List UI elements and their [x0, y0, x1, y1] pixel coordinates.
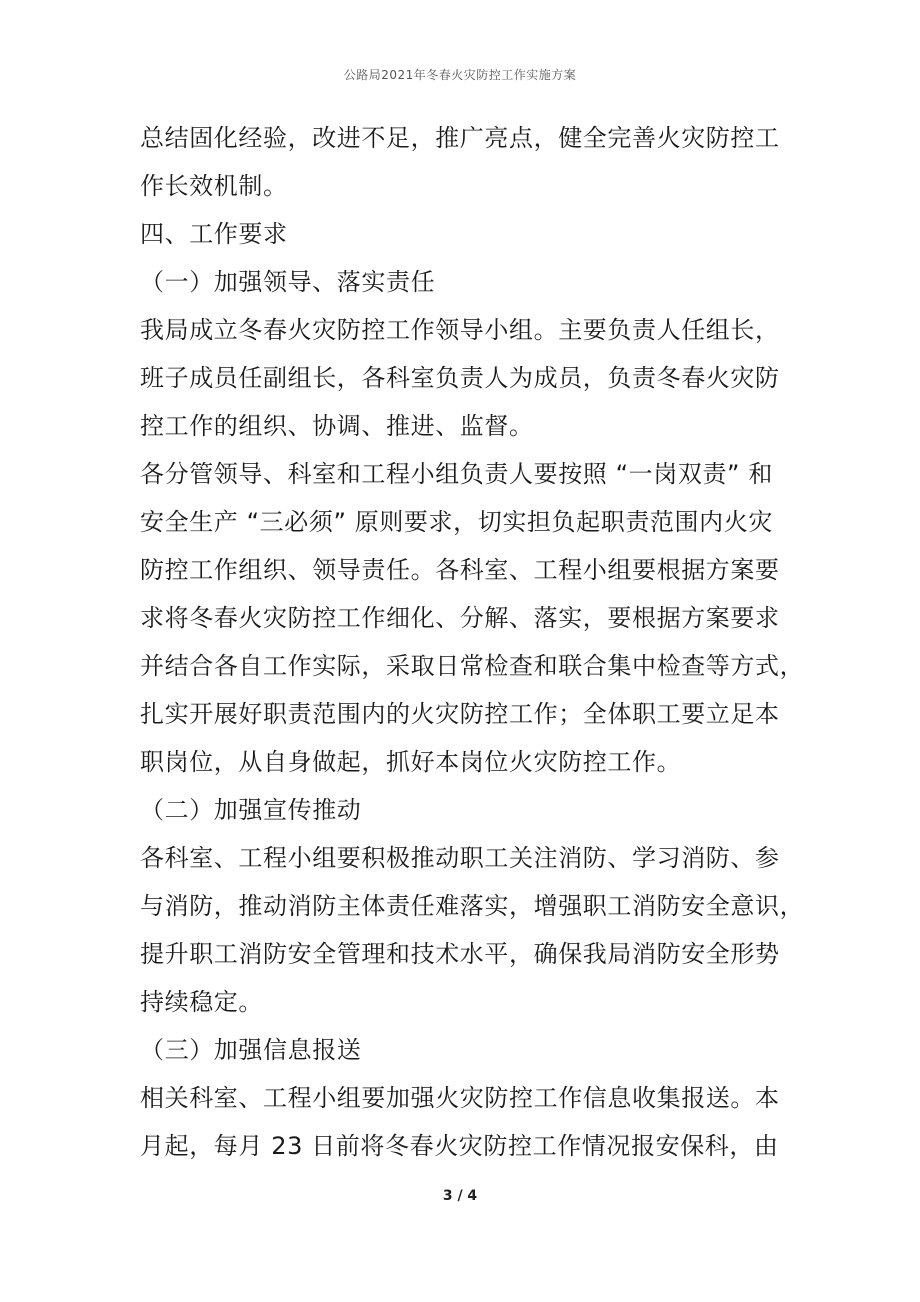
text-line: 各科室、工程小组要积极推动职工关注消防、学习消防、参: [140, 844, 780, 872]
text-line: 我局成立冬春火灾防控工作领导小组。主要负责人任组长，: [140, 316, 780, 344]
page-header: 公路局2021年冬春火灾防控工作实施方案: [343, 68, 577, 82]
subsection-heading: （一）加强领导、落实责任: [140, 268, 436, 296]
subsection-heading: （二）加强宣传推动: [140, 796, 362, 824]
text-line: 相关科室、工程小组要加强火灾防控工作信息收集报送。本: [140, 1084, 780, 1112]
text-line: 持续稳定。: [140, 988, 263, 1016]
text-line: 提升职工消防安全管理和技术水平，确保我局消防安全形势: [140, 940, 780, 968]
page-number: 3 / 4: [442, 1188, 478, 1204]
text-line: 与消防，推动消防主体责任难落实，增强职工消防安全意识，: [140, 892, 805, 920]
text-line: 总结固化经验，改进不足，推广亮点，健全完善火灾防控工: [140, 124, 780, 152]
text-line: 班子成员任副组长，各科室负责人为成员，负责冬春火灾防: [140, 364, 780, 392]
text-line: 求将冬春火灾防控工作细化、分解、落实，要根据方案要求: [140, 604, 780, 632]
text-line: 控工作的组织、协调、推进、监督。: [140, 412, 534, 440]
text-line: 月起，每月 23 日前将冬春火灾防控工作情况报安保科，由: [140, 1132, 779, 1160]
text-line: 职岗位，从自身做起，抓好本岗位火灾防控工作。: [140, 748, 682, 776]
document-body: [140, 114, 805, 1170]
text-line: 各分管领导、科室和工程小组负责人要按照 “一岗双责” 和: [140, 460, 773, 488]
subsection-heading: （三）加强信息报送: [140, 1036, 362, 1064]
text-line: 防控工作组织、领导责任。各科室、工程小组要根据方案要: [140, 556, 780, 584]
text-line: 并结合各自工作实际，采取日常检查和联合集中检查等方式，: [140, 652, 805, 680]
text-line: 安全生产 “三必须” 原则要求，切实担负起职责范围内火灾: [140, 508, 773, 536]
text-line: 作长效机制。: [140, 172, 288, 200]
section-heading: 四、工作要求: [140, 220, 288, 248]
text-line: 扎实开展好职责范围内的火灾防控工作；全体职工要立足本: [140, 700, 780, 728]
